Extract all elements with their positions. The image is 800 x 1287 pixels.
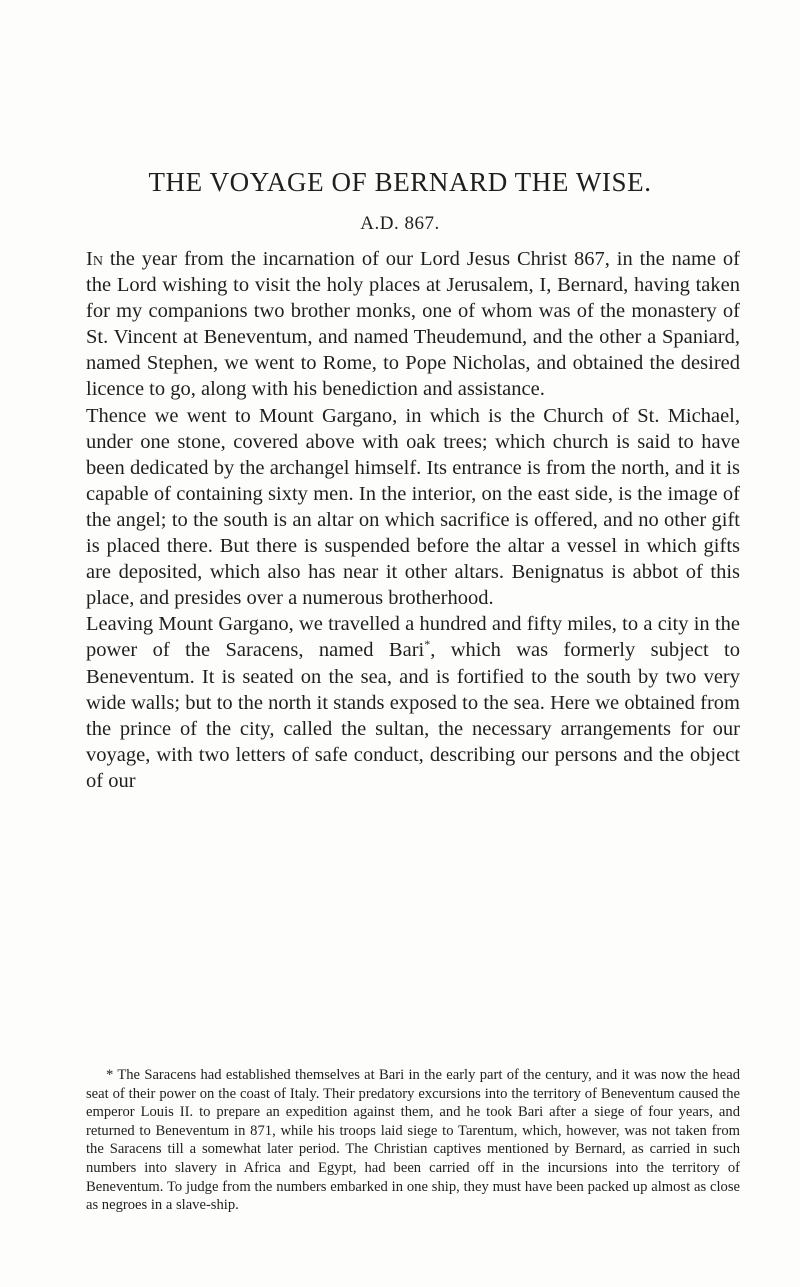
paragraph-3 [86,611,740,794]
paragraph-1 [86,246,740,403]
footnote-reference: * [424,637,431,652]
paragraph-3-text-b: , which was formerly subject to Beneventum. It is seated on the sea, and is fortified to the south by two very wide walls; but to the north it stands exposed to the sea. Here we obtained from the prince of the city, called the sultan, the necessary arrangements for our voyage, with two letters of safe conduct, describing our persons and the object of our [86,639,741,792]
paragraph-1-text: the year from the incarnation of our Lord Jesus Christ 867, in the name of the Lord wishing to visit the holy places at Jerusalem, I, Bernard, having taken for my companions two brother monks, one of whom was of the monastery of St. Vincent at Beneventum, and named Theudemund, and the other a Spaniard, named Stephen, we went to Rome, to Pope Nicholas, and obtained the desired licence to go, along with his benediction and assistance. [86,248,740,401]
paragraph-3-text-a: Leaving Mount Gargano, we travelled a hundred and fifty miles, to a city in the power of the Saracens, named Bari [86,613,740,662]
chapter-date: A.D. 867. [360,213,440,234]
main-text [86,246,740,794]
paragraph-1-opening-word: In [86,248,103,270]
chapter-title: THE VOYAGE OF BERNARD THE WISE. [148,167,652,197]
paragraph-2: Thence we went to Mount Gargano, in which is the Church of St. Michael, under one stone, covered above with oak trees; which church is said to have been dedicated by the archangel himself. Its entrance is from the north, and it is capable of containing sixty men. In the interior, on the east side, is the image of the angel; to the south is an altar on which sacrifice is offered, and no other gift is placed there. But there is suspended before the altar a vessel in which gifts are deposited, which also has near it other altars. Benignatus is abbot of this place, and presides over a numerous brotherhood. [86,404,740,610]
footnote: * The Saracens had established themselves at Bari in the early part of the century, and it was now the head seat of their power on the coast of Italy. Their predatory excursions into the territory of Beneventum caused the emperor Louis II. to prepare an expedition against them, and he took Bari after a siege of four years, and returned to Beneventum in 871, while his troops laid siege to Tarentum, which, however, was not taken from the Saracens till a somewhat later period. The Christian captives mentioned by Bernard, as carried in such numbers into slavery in Africa and Egypt, had been carried off in the incursions into the territory of Beneventum. To judge from the numbers embarked in one ship, they must have been packed up almost as close as negroes in a slave-ship. [86,1067,740,1214]
